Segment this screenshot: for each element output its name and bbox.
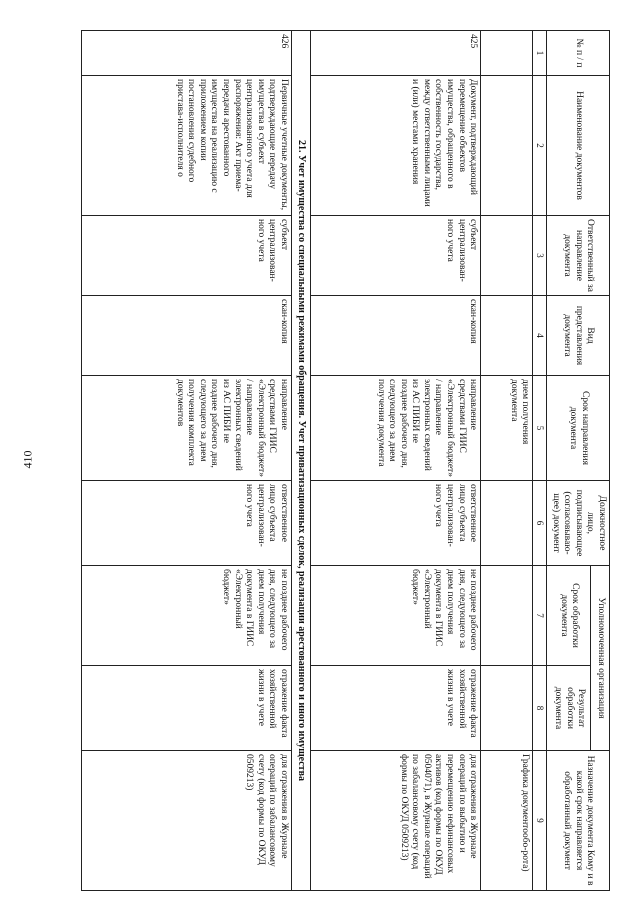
col-num: 1 <box>533 31 547 76</box>
cell-result: отражение факта хозяйственной жизни в учете <box>311 666 481 751</box>
document-table <box>81 30 610 891</box>
cell-result: отражение факта хозяйственной жизни в учете <box>81 666 291 751</box>
table-row-426 <box>81 31 291 891</box>
header-name: Наименование документов <box>547 76 610 216</box>
cell-purpose: Графика документообо-рота) <box>481 751 533 891</box>
col-num: 5 <box>533 376 547 481</box>
cell-kind: скан-копия <box>311 296 481 376</box>
header-proc-term: Срок обработки документа <box>547 566 591 666</box>
cell-name: Документ, подтверждающий перемещение объектов имущества, обращенного в собственность государства, между ответственными лицами и (или) местами хранения <box>311 76 481 216</box>
cell-term: направление средствами ГИИС «Электронный бюджет» / направление электронных сведений из АС ПИБИ не позднее рабочего дня, следующего за днем получения комплекта документов <box>81 376 291 481</box>
col-num: 8 <box>533 666 547 751</box>
cell-term: днем получения документа <box>481 376 533 481</box>
header-term: Срок направления документа <box>547 376 610 481</box>
cell-number: 425 <box>311 31 481 76</box>
header-result: Результат обработки документа <box>547 666 591 751</box>
cell-responsible: субъект централизован-ного учета <box>81 216 291 296</box>
table-row-continued <box>481 31 533 891</box>
col-num: 3 <box>533 216 547 296</box>
cell-purpose: для отражения в Журнале операций по забалансовому счету (код формы по ОКУД 0509213) <box>81 751 291 891</box>
header-purpose: Назначение документа Кому и в какой срок направляется обработанный документ <box>547 751 610 891</box>
col-num: 2 <box>533 76 547 216</box>
cell-signer: ответственное лицо субъекта централизован-ного учета <box>311 481 481 566</box>
column-number-row <box>533 31 547 891</box>
table-row-425 <box>311 31 481 891</box>
header-row-1 <box>591 31 610 891</box>
section-row <box>291 31 310 891</box>
header-responsible: Ответственный за направление документа <box>547 216 610 296</box>
header-kind: Вид представления документа <box>547 296 610 376</box>
cell-signer: ответственное лицо субъекта централизован-ного учета <box>81 481 291 566</box>
section-title: 21. Учет имущества со специальными режимами обращения. Учет приватизационных сделок, реализации арестованного и иного имущества <box>291 31 310 891</box>
cell-proc-term: не позднее рабочего дня, следующего за днем получения документа в ГИИС «Электронный бюджет» <box>81 566 291 666</box>
cell-name: Первичные учетные документы, подтверждающие передачу имущества в субъект централизованного учета для распоряжения: Акт приема-передачи арестованного имущества на реализацию с приложением копии постановления судебного пристава-исполнителя о <box>81 76 291 216</box>
col-num: 6 <box>533 481 547 566</box>
cell-responsible: субъект централизован-ного учета <box>311 216 481 296</box>
cell-kind: скан-копия <box>81 296 291 376</box>
header-signer: Должностное лицо, подписывающее (согласовываю-щее) документ <box>547 481 610 566</box>
header-org: Уполномоченная организация <box>591 566 610 751</box>
col-num: 9 <box>533 751 547 891</box>
cell-purpose: для отражения в Журнале операций по выбытию и перемещению нефинансовых активов (код формы по ОКУД 0504071), в Журнале операций по забалансовому счету (код формы по ОКУД 0509213) <box>311 751 481 891</box>
col-num: 7 <box>533 566 547 666</box>
col-num: 4 <box>533 296 547 376</box>
rotated-table-page <box>10 30 610 890</box>
cell-term: направление средствами ГИИС «Электронный бюджет» / направление электронных сведений из АС ПИБИ не позднее рабочего дня, следующего за днем получения документа <box>311 376 481 481</box>
cell-proc-term: не позднее рабочего дня, следующего за днем получения документа в ГИИС «Электронный бюджет» <box>311 566 481 666</box>
cell-number: 426 <box>81 31 291 76</box>
header-number: № п / п <box>547 31 610 76</box>
page-number: 410 <box>20 450 35 469</box>
